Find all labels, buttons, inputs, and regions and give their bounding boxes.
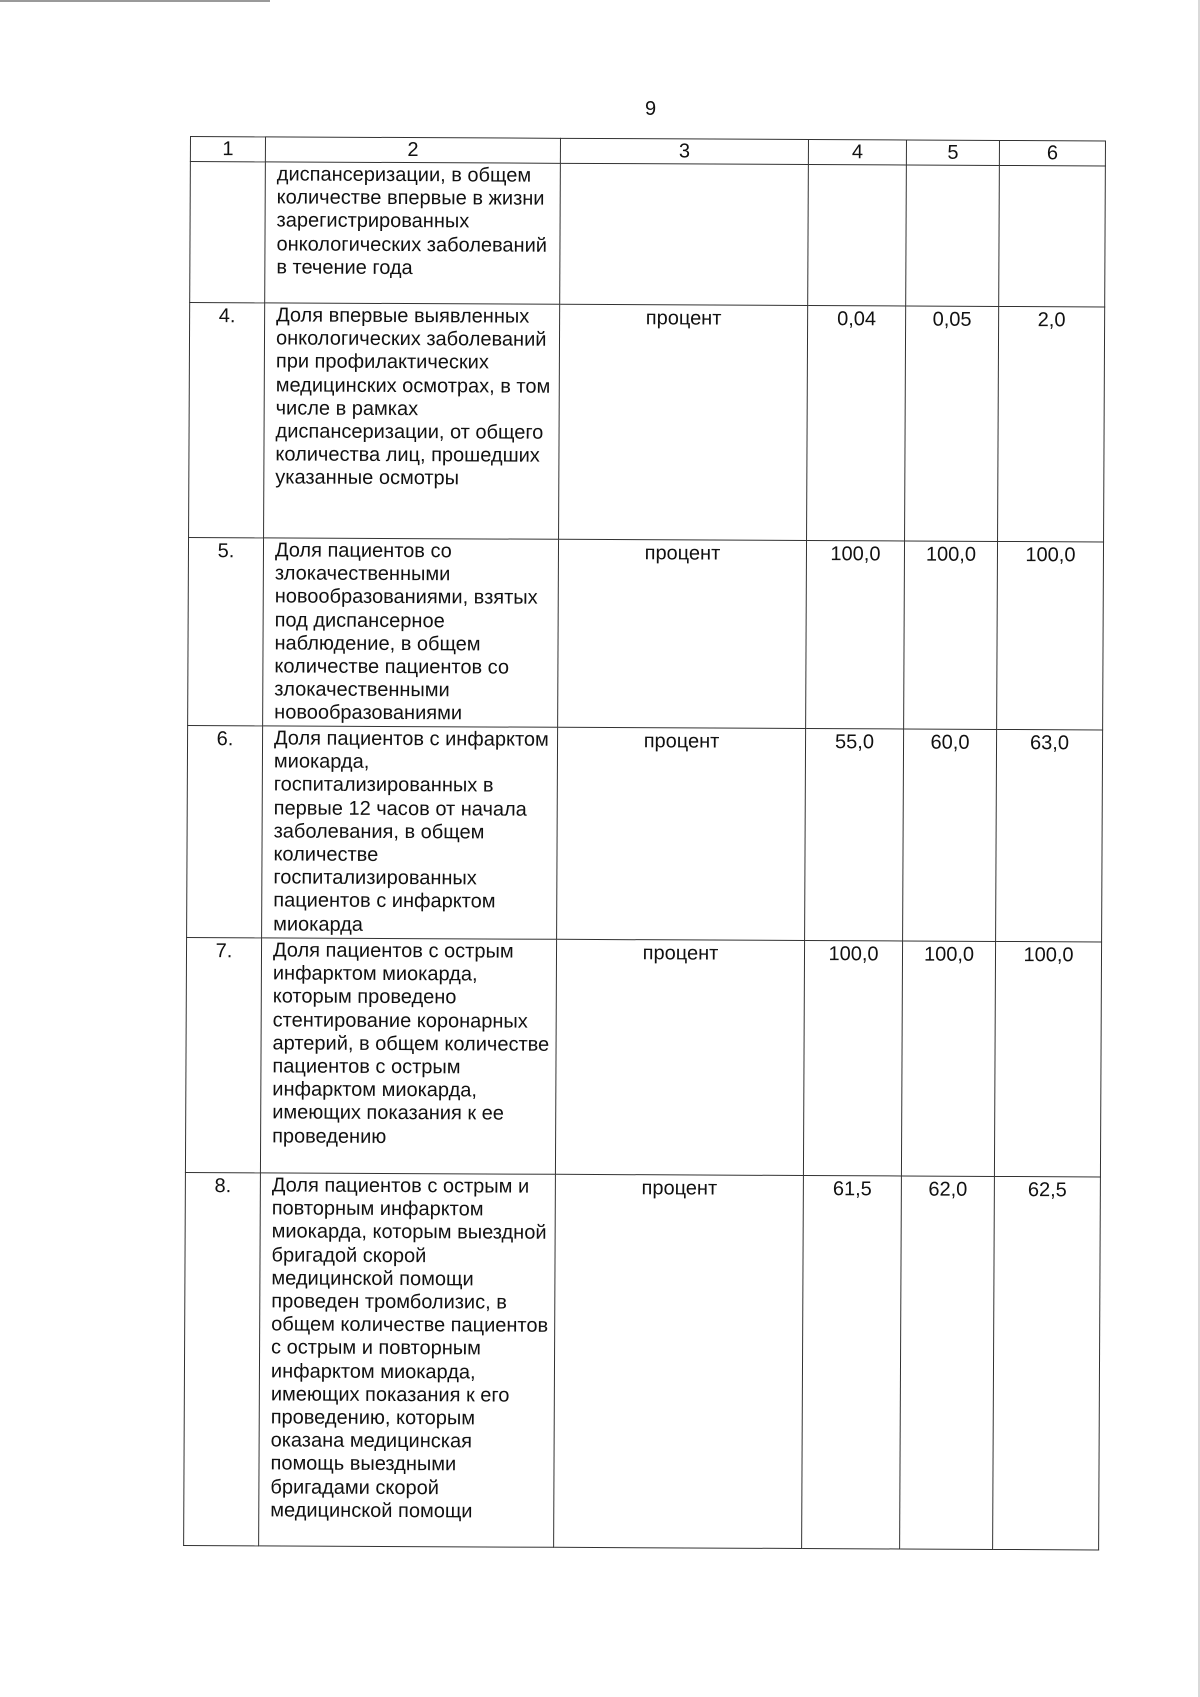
- header-cell-1: 1: [190, 137, 265, 162]
- header-cell-2: 2: [265, 137, 560, 163]
- row-number: [190, 162, 266, 303]
- value-col-6: 2,0: [998, 306, 1105, 542]
- value-col-4: 100,0: [806, 541, 905, 729]
- value-col-6: 100,0: [997, 541, 1104, 730]
- value-col-5: 100,0: [904, 541, 998, 729]
- indicator-text: Доля пациентов с острым инфарктом миокарда, которым проведено стентирование коронарных артерий, в общем количестве пациентов с острым инфарктом миокарда, имеющих показания к ее проведению: [260, 938, 556, 1174]
- row-number: 5.: [188, 537, 264, 725]
- header-cell-3: 3: [560, 138, 808, 164]
- value-col-5: [906, 165, 1000, 306]
- row-number: 7.: [185, 937, 261, 1172]
- unit-cell: процент: [558, 539, 807, 728]
- table-row: [188, 537, 1104, 729]
- value-col-4: 0,04: [807, 306, 906, 541]
- indicator-text: Доля пациентов с инфарктом миокарда, госпитализированных в первые 12 часов от начала заболевания, в общем количестве госпитализированных пациентов с инфарктом миокарда: [262, 726, 558, 939]
- value-col-4: [808, 165, 907, 306]
- header-cell-5: 5: [906, 140, 999, 165]
- table-row: [184, 1172, 1101, 1549]
- page-number: 9: [645, 98, 657, 120]
- header-cell-4: 4: [808, 140, 906, 165]
- header-cell-6: 6: [999, 140, 1105, 166]
- value-col-4: 61,5: [802, 1176, 902, 1549]
- unit-cell: [560, 163, 809, 305]
- row-number: 4.: [189, 303, 265, 538]
- value-col-4: 100,0: [803, 941, 902, 1176]
- unit-cell: процент: [554, 1174, 804, 1548]
- indicator-text: Доля пациентов со злокачественными новообразованиями, взятых под диспансерное наблюдение, в общем количестве пациентов со злокачественными новообразованиями: [263, 538, 559, 727]
- unit-cell: процент: [559, 304, 808, 540]
- row-number: 6.: [187, 725, 263, 937]
- value-col-5: 100,0: [901, 941, 995, 1176]
- scan-edge-top: [0, 0, 270, 2]
- table-row: [189, 303, 1105, 542]
- value-col-6: 100,0: [994, 941, 1101, 1177]
- unit-cell: процент: [557, 727, 806, 940]
- table-row: [185, 937, 1101, 1176]
- row-number: 8.: [184, 1172, 261, 1545]
- indicator-text: Доля пациентов с острым и повторным инфарктом миокарда, которым выездной бригадой скорой медицинской помощи проведен тромболизис, в общем количестве пациентов с острым и повторным инфарктом миокарда, имеющих показания к его проведению, которым оказана медицинская помощь выездными бригадами скорой медицинской помощи: [259, 1173, 556, 1547]
- indicator-text: диспансеризации, в общем количестве впервые в жизни зарегистрированных онкологических заболеваний в течение года: [265, 162, 561, 304]
- value-col-5: 62,0: [900, 1176, 995, 1549]
- table-row: [187, 725, 1103, 941]
- value-col-6: 63,0: [996, 729, 1103, 942]
- table-row: [190, 162, 1106, 307]
- unit-cell: процент: [555, 939, 804, 1175]
- value-col-6: [999, 165, 1106, 307]
- value-col-5: 60,0: [903, 729, 997, 941]
- indicator-text: Доля впервые выявленных онкологических заболеваний при профилактических медицинских осмотрах, в том числе в рамках диспансеризации, от общего количества лиц, прошедших указанные осмотры: [264, 303, 560, 539]
- indicators-table: [183, 136, 1106, 1550]
- value-col-5: 0,05: [905, 306, 999, 541]
- value-col-4: 55,0: [805, 729, 904, 941]
- value-col-6: 62,5: [993, 1176, 1101, 1550]
